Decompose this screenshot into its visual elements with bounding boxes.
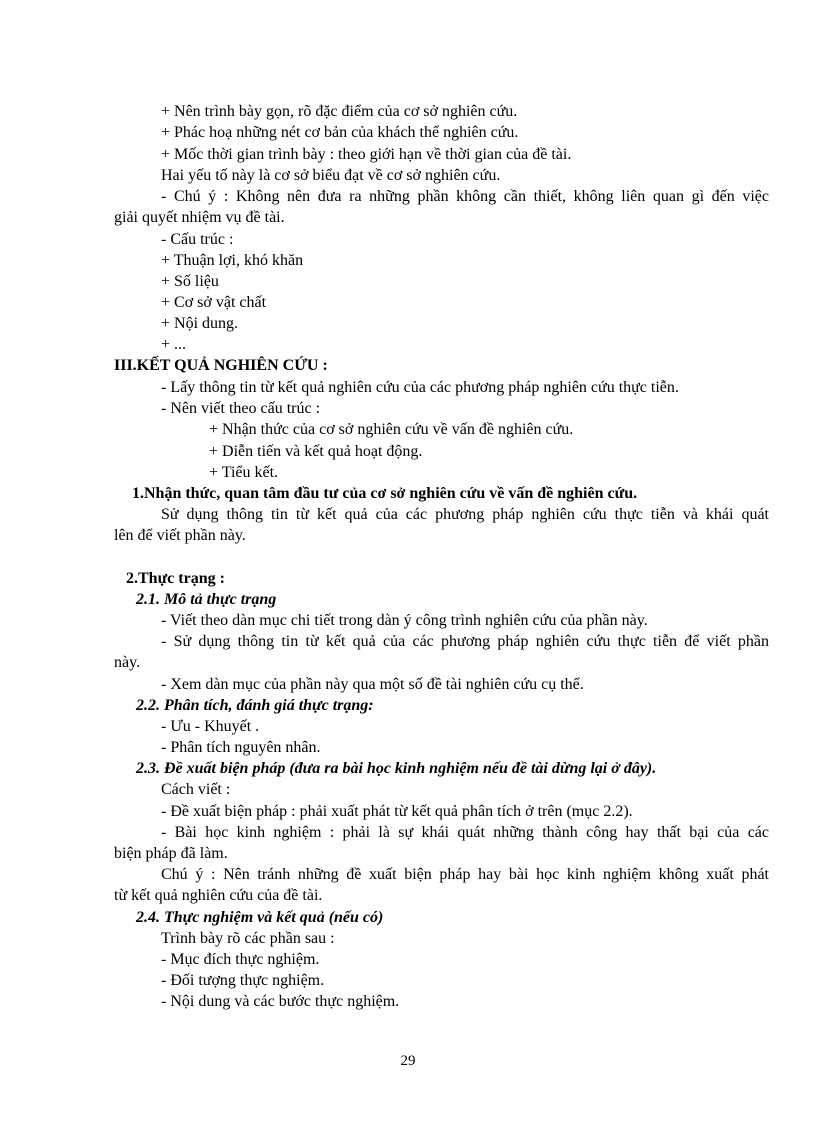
text-line: - Lấy thông tin từ kết quả nghiên cứu của các phương pháp nghiên cứu thực tiễn. xyxy=(161,379,679,396)
text-line: - Nên viết theo cấu trúc : xyxy=(161,400,321,417)
text-line: + Nên trình bày gọn, rõ đặc điểm của cơ sở nghiên cứu. xyxy=(161,103,518,120)
page-number: 29 xyxy=(400,1053,416,1069)
text-line: giải quyết nhiệm vụ đề tài. xyxy=(114,209,285,226)
text-line: - Chú ý : Không nên đưa ra những phần không cần thiết, không liên quan gì đến việc xyxy=(161,188,769,205)
text-line: lên để viết phần này. xyxy=(114,527,246,544)
text-line: - Ưu - Khuyết . xyxy=(161,718,260,735)
text-line: này. xyxy=(114,654,141,671)
text-line: + Nhận thức của cơ sở nghiên cứu về vấn đề nghiên cứu. xyxy=(209,421,574,438)
text-line: - Đề xuất biện pháp : phải xuất phát từ kết quả phân tích ở trên (mục 2.2). xyxy=(161,803,633,820)
text-line: biện pháp đã làm. xyxy=(114,845,228,862)
text-line: - Xem dàn mục của phần này qua một số đề tài nghiên cứu cụ thể. xyxy=(161,676,584,693)
subsection-heading: 1.Nhận thức, quan tâm đầu tư của cơ sở nghiên cứu về vấn đề nghiên cứu. xyxy=(132,485,638,502)
text-line: + Tiểu kết. xyxy=(209,464,279,481)
subsection-heading: 2.4. Thực nghiệm và kết quả (nếu có) xyxy=(136,909,384,926)
section-heading: III.KẾT QUẢ NGHIÊN CỨU : xyxy=(114,357,328,374)
text-line: - Phân tích nguyên nhân. xyxy=(161,739,321,756)
text-line: Trình bày rõ các phần sau : xyxy=(161,930,335,947)
text-line: + ... xyxy=(161,336,187,353)
text-line: - Viết theo dàn mục chi tiết trong dàn ý công trình nghiên cứu của phần này. xyxy=(161,612,648,629)
text-line: - Đối tượng thực nghiệm. xyxy=(161,972,325,989)
text-line: + Diễn tiến và kết quả hoạt động. xyxy=(209,443,423,460)
text-line: - Bài học kinh nghiệm : phải là sự khái quát những thành công hay thất bại của các xyxy=(161,824,769,841)
text-line: - Nội dung và các bước thực nghiệm. xyxy=(161,993,400,1010)
text-line: + Thuận lợi, khó khăn xyxy=(161,252,304,269)
subsection-heading: 2.Thực trạng : xyxy=(126,570,225,587)
text-line: + Mốc thời gian trình bày : theo giới hạn về thời gian của đề tài. xyxy=(161,146,572,163)
text-line: + Số liệu xyxy=(161,273,219,290)
text-line: Sử dụng thông tin từ kết quả của các phương pháp nghiên cứu thực tiễn và khái quát xyxy=(161,506,769,523)
text-line: + Phác hoạ những nét cơ bản của khách thể nghiên cứu. xyxy=(161,124,519,141)
subsection-heading: 2.1. Mô tả thực trạng xyxy=(136,591,277,608)
text-line: Cách viết : xyxy=(161,781,231,798)
text-line: Chú ý : Nên tránh những đề xuất biện pháp hay bài học kinh nghiệm không xuất phát xyxy=(161,866,769,883)
text-line: + Cơ sở vật chất xyxy=(161,294,267,311)
text-line: + Nội dung. xyxy=(161,315,239,332)
subsection-heading: 2.2. Phân tích, đánh giá thực trạng: xyxy=(136,697,374,714)
text-line: - Sử dụng thông tin từ kết quả của các phương pháp nghiên cứu thực tiễn để viết phần xyxy=(161,633,769,650)
text-line: - Cấu trúc : xyxy=(161,231,234,248)
subsection-heading: 2.3. Đề xuất biện pháp (đưa ra bài học kinh nghiệm nếu đề tài dừng lại ở đây). xyxy=(136,760,657,777)
text-line: Hai yếu tố này là cơ sở biểu đạt về cơ sở nghiên cứu. xyxy=(161,167,501,184)
text-line: từ kết quả nghiên cứu của đề tài. xyxy=(114,887,323,904)
text-line: - Mục đích thực nghiệm. xyxy=(161,951,320,968)
